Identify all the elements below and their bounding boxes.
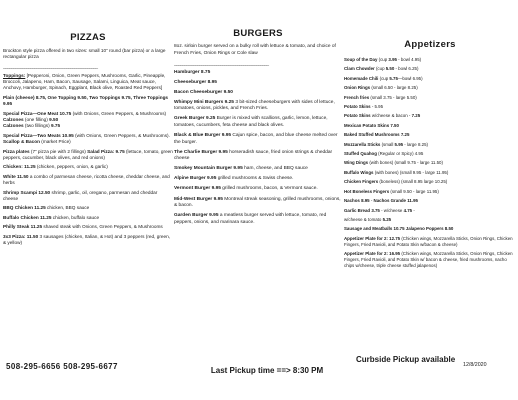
appetizer-name: Baked Stuffed Mushrooms 7.25 [344,132,410,138]
appetizer-name: French fries [344,94,370,100]
pizza-toppings [3,73,173,92]
calzones-two-label: Calzones [3,123,24,129]
appetizer-item [344,132,516,138]
special-two-name: Special Pizza—Two Meats 10.95 [3,132,74,138]
appetizer-price: 5.25 [382,216,392,222]
appetizer-item [344,57,516,63]
appetizer-price: 3.95 [388,57,397,62]
shrimp-desc: shrimp, garlic, oil, oregano, parmesan and cheddar cheese [3,189,158,201]
appetizer-desc: (cup [378,75,390,81]
burger-item [174,176,342,183]
appetizer-name: Buffalo Wings [344,169,374,175]
appetizer-name: Soup of the Day [344,57,378,62]
burger-name: The Charlie Burger 9.95 [174,149,228,155]
appetizer-item [344,208,516,214]
pizza-white [3,174,173,187]
burger-desc: Burger is mixed with scallions, garlic, lemon, lettuce, tomatoes, cucumbers, feta cheese and black olives. [174,116,328,128]
appetizer-desc: (cup [374,66,386,72]
appetizer-name: Potato Skins [344,104,371,110]
appetizer-name: Homemade Chili [344,75,379,81]
burgers-intro: 8oz. sirloin burger served on a bulky roll with lettuce & tomato, and choice of French Fries, Onion Rings or Cole slaw [174,44,336,56]
appetizer-price: 7.25 [411,113,421,119]
burgers-title: BURGERS [233,28,283,39]
appetizer-rest: - [412,207,415,213]
appetizer-name: Garlic Bread 3.75 [344,207,380,213]
appetizer-name: Appetizer Plate for 2: 16.95 [344,251,401,257]
appetizer-item [344,251,516,269]
appetizer-name: Hot Boneless Fingers [344,188,390,194]
appetizer-item [344,85,516,91]
appetizer-name: Mexican Potato Skins 7.50 [344,122,399,128]
appetizer-name: Onion Rings [344,85,371,91]
phone-numbers: 508-295-6656 508-295-6677 [6,362,118,371]
philly-name: Philly Steak 11.25 [3,224,43,230]
bbq-desc: chicken, BBQ sauce [45,205,90,211]
appetizer-name: Clam Chowder [344,66,375,72]
scallop-name: Scallop & Bacon [3,139,40,145]
pizza-chicken [3,164,173,170]
burger-item [174,80,342,87]
appetizer-item [344,217,516,223]
appetizer-desc: (small 3.75 - large 5.50) [369,94,417,100]
pizza-special-one [3,111,173,130]
burger-item [174,213,342,226]
shrimp-name: Shrimp Scampi 12.50 [3,189,51,195]
pizza-plates-desc: (7” pizza pie with 2 fillings) [29,148,88,154]
appetizer-item [344,226,516,232]
pizza-plain: Plain (cheese) 8.75, One Topping 9.50, Two Toppings 9.75, Three Toppings 9.95 [3,94,169,107]
pizza-special-two [3,133,173,146]
burger-item [174,100,342,113]
pizza-shrimp [3,190,173,203]
pizza-plates [3,149,173,162]
appetizer-item [344,113,516,119]
appetizer-name: Stuffed Quahog [344,151,377,157]
burger-name: Black & Blue Burger 9.95 [174,133,232,139]
burgers-column [174,0,342,230]
appetizer-desc: (small [380,141,395,147]
pizza-philly [3,224,173,230]
appetizers-column [344,0,516,272]
three-name: 3x3 Pizza: 11.50 [3,233,39,239]
calzones-desc: (one filling) [23,116,50,122]
appetizer-price: Nachos Grande 11.95 [373,198,418,204]
burger-item [174,133,342,146]
appetizer-desc: (Chicken wings, Mozzarella Sticks, Onion Rings, Chicken Fingers, Fried Ravioli, and Potato Skin w/ bacon & cheese, fried mushrooms, nacho chips w/cheese, triple cheese stuffed jalapenos) [344,251,513,268]
menu-date: 12/8/2020 [463,362,487,368]
burger-item [174,70,342,77]
appetizer-item [344,95,516,101]
special-one-name: Special Pizza—One Meat 10.75 [3,110,72,116]
pizza-buffalo [3,215,173,221]
appetizer-name: Chicken Fingers [344,179,379,185]
appetizer-price: Jalapeno Poppers 8.50 [405,226,454,232]
appetizer-price: 5.75 [389,75,398,81]
calzones-name: Calzones [3,116,24,122]
appetizer-item [344,236,516,248]
burger-desc: ham, cheese, and BBQ sauce [242,166,308,172]
appetizer-desc: (cup [377,57,389,62]
appetizer-rest: —bowl 6.95) [397,75,423,81]
appetizer-desc: (boneless) (small 8.95 large 10.25) [378,179,448,185]
appetizer-price: 4.75 [403,207,413,213]
burger-name: Vermont Burger 9.95 [174,186,221,192]
special-one-desc: (with Onions, Green Peppers, & Mushrooms) [71,110,167,116]
burger-desc: grilled mushrooms & Swiss cheese. [216,176,294,182]
toppings-text: [Pepperoni, Onion, Green Peppers, Mushrooms, Garlic, Pineapple, Broccoli, Jalapeno, Ham, Bacon, Sausage, Salami, Linguica, Meat sauce, Anchovy, Hamburger, Spinach, Eggplant, Black olive, Roasted Red Peppers] [3,72,166,91]
three-desc: 3 sausages (chicken, Italian, & Hot) and 3 peppers (red, green, & yellow) [3,233,171,246]
burger-desc: a meatless burger served with lettuce, tomato, red peppers, onions, and marinara sauce. [174,213,327,225]
appetizer-desc: - 5.95 [370,104,384,110]
calzones-two-desc: (two fillings) [23,123,51,129]
burger-item [174,186,342,193]
appetizer-name: Mozzarella Sticks [344,141,381,147]
burger-name: Bacon Cheeseburger 9.50 [174,89,233,95]
appetizer-desc: (Chicken wings, Mozzarella Sticks, Onion Rings, Chicken Fingers, Fried Ravioli, and Potato Skin w/bacon & cheese) [344,235,513,247]
burger-desc: grilled mushrooms, bacon, & Vermont sauce. [220,186,318,192]
pizza-three-by-three [3,234,173,247]
burger-name: Greek Burger 9.25 [174,116,216,122]
appetizer-name: Sausage and Meatballs 10.75 [344,226,405,232]
last-pickup-time: Last Pickup time ==> 8:30 PM [210,366,324,375]
appetizer-item [344,170,516,176]
appetizer-desc: w/cheese & bacon - [370,113,412,119]
burger-desc: horseradish sauce, fried onion strings & cheddar cheese [174,149,333,162]
burger-item [174,150,342,163]
burger-name: Hamburger 8.75 [174,69,211,75]
appetizer-item [344,123,516,129]
curbside-pickup-note: Curbside Pickup available [356,355,456,364]
appetizer-item [344,104,516,110]
appetizer-desc: w/cheese & tomato [344,216,383,222]
special-two-desc: (with Onions, Green Peppers, & Mushrooms). [73,132,170,138]
salad-pizza-desc: (lettuce, tomato, green peppers, cucumber, black olives, and red onions) [3,148,173,160]
burger-desc: Cajun spice, bacon, and blue cheese melted over the burger. [174,133,338,145]
appetizer-item [344,66,516,72]
appetizer-price: 5.50 [385,66,395,72]
appetizer-item [344,179,516,185]
white-desc: a combo of parmesan cheese, ricotta cheese, cheddar cheese, and herbs [3,173,170,186]
burger-item [174,166,342,173]
pizzas-separator: _____________________________________________ [3,63,98,69]
appetizer-desc: - [369,198,374,204]
appetizer-name: Nachos 8.95 [344,198,370,204]
appetizer-name: Appetizer Plate for 2: 12.75 [344,235,401,241]
appetizer-desc: (with bones) (small 9.95 - large 11.95) [373,169,449,175]
appetizer-name: Potato Skins [344,113,371,119]
chicken-desc: (chicken, peppers, onion, & garlic) [35,164,108,170]
burger-list [174,70,342,227]
appetizer-item [344,160,516,166]
burger-item [174,116,342,129]
pizzas-intro: Brockton style pizza offered in two sizes: small 10” round (bar pizza) or a large rectangular pizza [3,48,166,60]
pizza-plates-name: Pizza plates [3,148,30,154]
pizzas-column [3,0,173,250]
appetizer-item [344,198,516,204]
philly-desc: shaved steak with Onions, Green Peppers, & Mushrooms [42,224,163,230]
appetizer-item [344,151,516,157]
burger-name: Cheeseburger 8.95 [174,79,217,85]
appetizer-price: 5.95 [394,141,404,147]
appetizer-name: Wing Dings [344,160,369,166]
burger-desc: Montreal streak seasoning, grilled mushrooms, onions, & bacon. [174,196,341,209]
appetizer-item [344,189,516,195]
white-name: White 11.50 [3,173,29,179]
appetizers-title: Appetizers [404,39,456,50]
pizzas-title: PIZZAS [70,32,106,43]
calzones-price-two: 9.75 [50,123,61,129]
appetizer-desc: (Regular or Spicy) 4.95 [376,151,424,157]
toppings-label: Toppings: [3,72,26,78]
burger-name: Mid-West Burger 9.95 [174,196,223,202]
burger-name: Garden Burger 9.95 [174,213,219,219]
pizza-bbq [3,205,173,211]
appetizer-item [344,142,516,148]
appetizer-item [344,76,516,82]
appetizer-list [344,57,516,269]
appetizer-rest: - bowl 4.95) [396,57,422,62]
buffalo-name: Buffalo Chicken 11.25 [3,214,52,220]
burgers-separator: _____________________________________________ [174,60,269,66]
burger-name: Smokey Mountain Burger 9.95 [174,166,243,172]
calzones-price-one: 9.50 [49,116,59,122]
burger-desc: 3 bit-sized cheeseburgers with sides of lettuce, tomatoes, onions, pickles, and French Fries. [174,99,335,112]
burger-item [174,90,342,97]
burger-name: Whimpy Mini Burgers 9.25 [174,99,234,105]
chicken-name: Chicken: 11.25 [3,164,36,170]
appetizer-rest: - large 8.25) [403,141,428,147]
burger-name: Alpine Burger 9.95 [174,176,217,182]
buffalo-desc: chicken, buffalo sauce [51,214,100,220]
bbq-name: BBQ Chicken 11.25 [3,205,46,211]
burger-item [174,197,342,210]
appetizer-desc: (small 6.50 - large 8.25) [370,85,418,91]
salad-pizza-name: Salad Pizza: 9.75 [87,148,125,154]
appetizer-desc: (with bones) (small 9.75 - large 11.50) [368,160,443,166]
appetizer-desc: - w/cheese [379,207,404,213]
appetizer-rest: - bowl 6.25) [394,66,419,72]
scallop-desc: (market Price) [40,139,71,145]
appetizer-desc: (small 9.50 - large 11.95) [389,188,439,194]
